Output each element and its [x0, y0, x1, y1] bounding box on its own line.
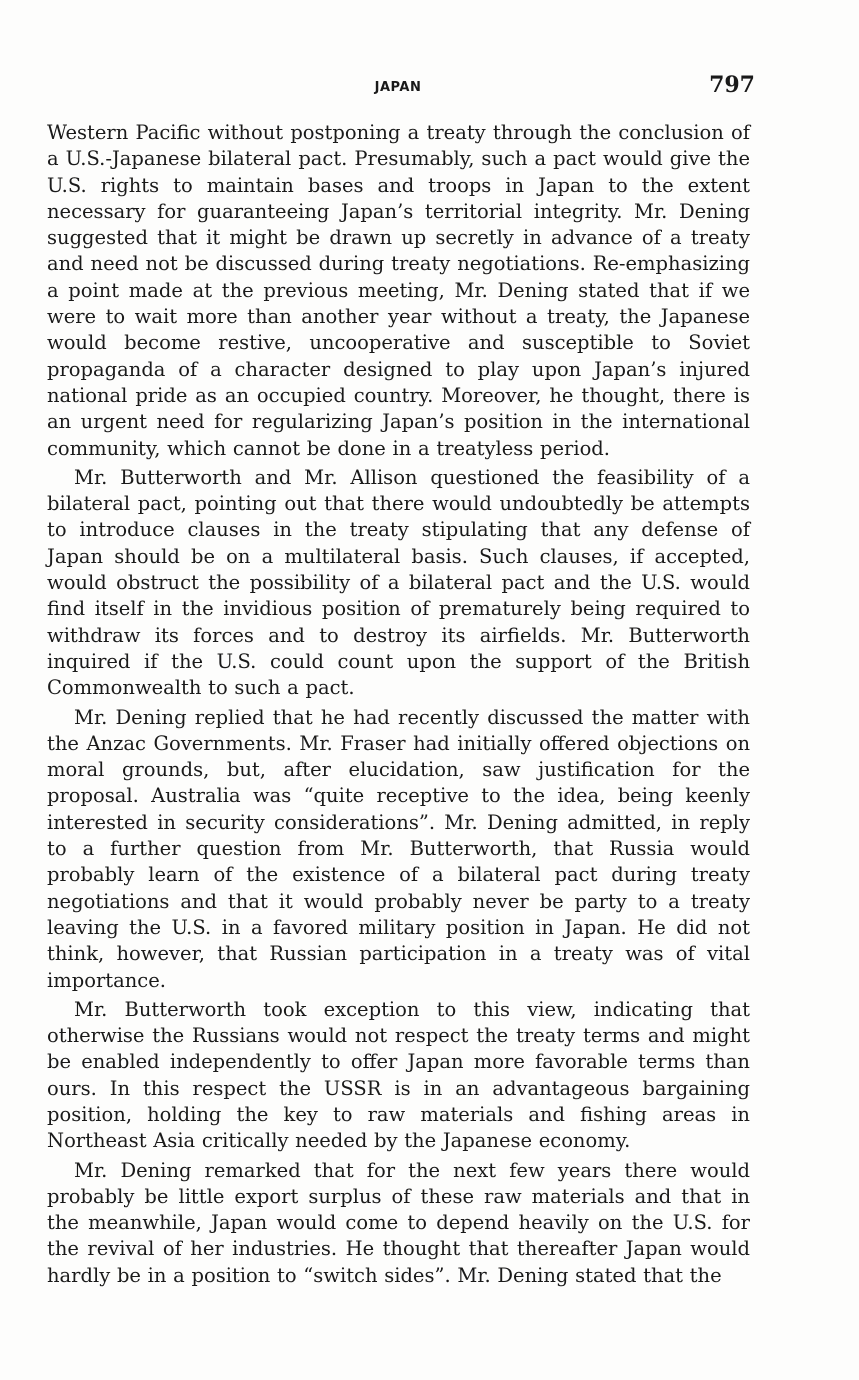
page-number: 797 — [709, 72, 755, 98]
paragraph: Mr. Dening replied that he had recently discussed the matter with the Anzac Governments. Mr. Fraser had initially offered objections on moral grounds, but, after elucidation, saw justification for the proposal. Australia was “quite receptive to the idea, being keenly interested in security considerations”. Mr. Dening admitted, in reply to a further question from Mr. Butterworth, that Russia would probably learn of the existence of a bilateral pact during treaty negotiations and that it would probably never be party to a treaty leaving the U.S. in a favored military position in Japan. He did not think, however, that Russian participation in a treaty was of vital importance. — [47, 705, 750, 992]
paragraph: Mr. Butterworth and Mr. Allison questioned the feasibility of a bilateral pact, pointing out that there would undoubtedly be attempts to introduce clauses in the treaty stipulating that any defense of Japan should be on a multilateral basis. Such clauses, if accepted, would obstruct the possibility of a bilateral pact and the U.S. would find itself in the invidious position of prematurely being required to withdraw its forces and to destroy its airfields. Mr. Butterworth inquired if the U.S. could count upon the support of the British Commonwealth to such a pact. — [47, 465, 750, 700]
running-head-title: JAPAN — [374, 80, 422, 95]
body-text — [47, 120, 750, 1289]
paragraph-continuation: Western Pacific without postponing a treaty through the conclusion of a U.S.-Japanese bilateral pact. Presumably, such a pact would give the U.S. rights to maintain bases and troops in Japan to the extent necessary for guaranteeing Japan’s territorial integrity. Mr. Dening suggested that it might be drawn up secretly in advance of a treaty and need not be discussed during treaty negotiations. Re-emphasizing a point made at the previous meeting, Mr. Dening stated that if we were to wait more than another year without a treaty, the Japanese would become restive, uncooperative and susceptible to Soviet propaganda of a character designed to play upon Japan’s injured national pride as an occupied country. Moreover, he thought, there is an urgent need for regularizing Japan’s position in the international community, which cannot be done in a treatyless period. — [47, 121, 750, 460]
paragraph: Mr. Dening remarked that for the next few years there would probably be little export surplus of these raw materials and that in the meanwhile, Japan would come to depend heavily on the U.S. for the revival of her industries. He thought that thereafter Japan would hardly be in a position to “switch sides”. Mr. Dening stated that the — [47, 1158, 750, 1287]
running-head — [47, 72, 755, 102]
paragraph: Mr. Butterworth took exception to this view, indicating that otherwise the Russians would not respect the treaty terms and might be enabled independently to offer Japan more favorable terms than ours. In this respect the USSR is in an advantageous bargaining position, holding the key to raw materials and fishing areas in Northeast Asia critically needed by the Japanese economy. — [47, 997, 750, 1153]
